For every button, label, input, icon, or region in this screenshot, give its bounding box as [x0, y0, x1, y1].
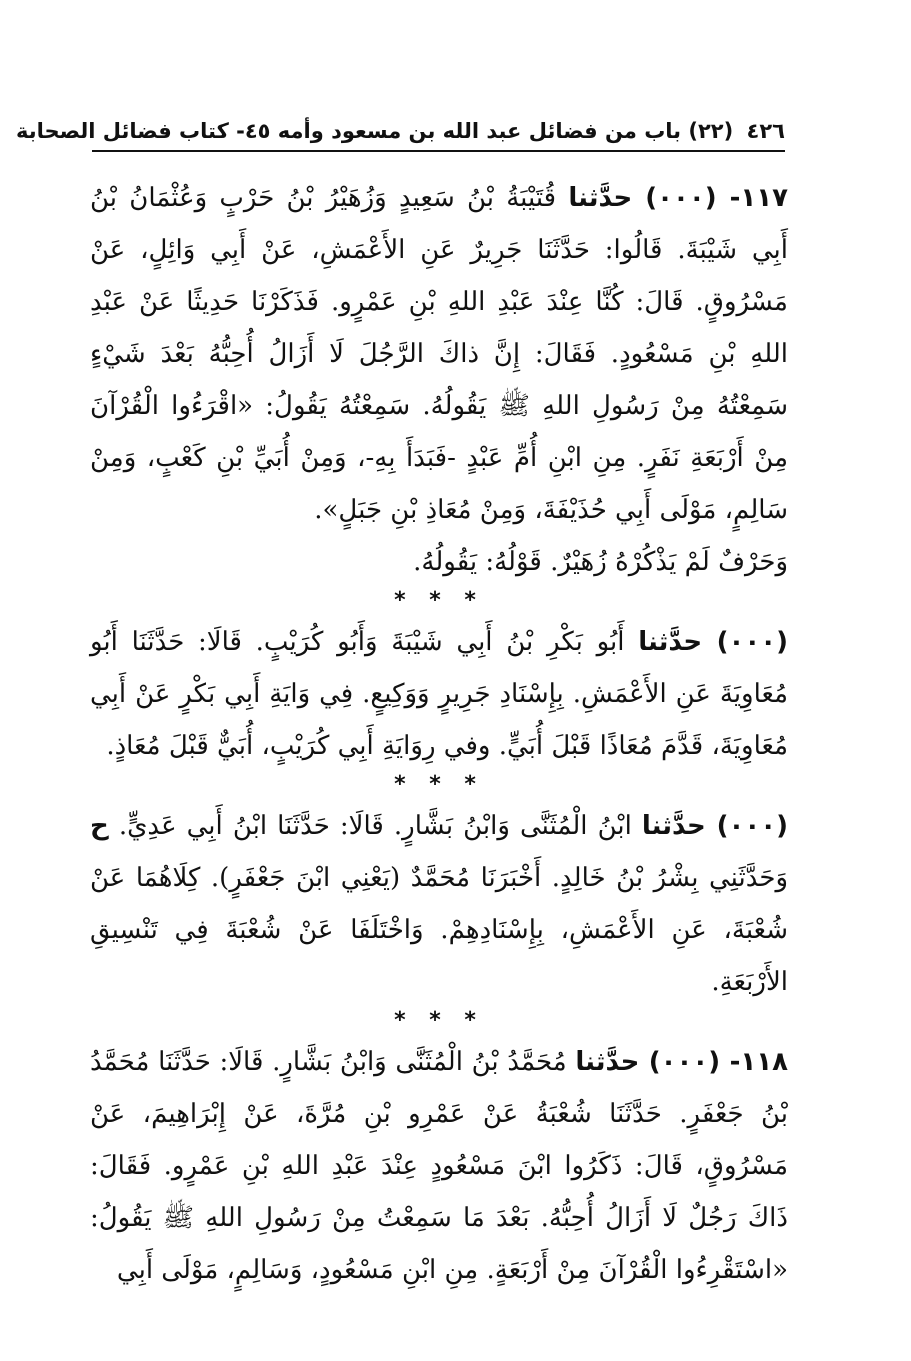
- chain-switch-mark: ح: [90, 811, 109, 841]
- page-number: ٤٢٦: [746, 119, 785, 143]
- hadith-paragraph: [90, 800, 788, 1008]
- hadith-note: [90, 536, 788, 588]
- hadith-text: أَبُو بَكْرِ بْنُ أَبِي شَيْبَةَ وَأَبُو كُرَيْبٍ. قَالَا: حَدَّثَنَا أَبُو مُعَاوِيَةَ عَنِ الأَعْمَشِ. بِإِسْنَادِ جَرِيرٍ وَوَكِيعٍ. فِي وَايَةِ أَبِي بَكْرٍ عَنْ أَبِي مُعَاوِيَةَ، قَدَّمَ مُعَاذًا قَبْلَ أُبَيٍّ. وفي رِوَايَةِ أَبِي كُرَيْبٍ، أُبَيٌّ قَبْلَ مُعَاذٍ.: [90, 627, 788, 761]
- section-separator: * * *: [394, 772, 484, 797]
- section-separator: * * *: [394, 588, 484, 613]
- hadith-number: ١١٧- (٠٠٠) حدَّثنا: [568, 183, 788, 213]
- hadith-number: ١١٨- (٠٠٠) حدَّثنا: [575, 1047, 789, 1077]
- running-title: (٢٢) باب من فضائل عبد الله بن مسعود وأمه ٤٥- كتاب فضائل الصحابة: [16, 119, 734, 143]
- hadith-body: [90, 172, 788, 1296]
- page-header: [16, 112, 785, 152]
- hadith-text: ابْنُ الْمُثَنَّى وَابْنُ بَشَّارٍ. قَالَا: حَدَّثَنَا ابْنُ أَبِي عَدِيٍّ.: [118, 811, 632, 841]
- note-text: وَحَرْفٌ لَمْ يَذْكُرْهُ زُهَيْرٌ. قَوْلُهُ: يَقُولُهُ.: [413, 547, 788, 577]
- hadith-paragraph: [90, 1036, 788, 1296]
- hadith-number: (٠٠٠) حدَّثنا: [638, 627, 789, 657]
- hadith-paragraph: [90, 172, 788, 536]
- hadith-paragraph: [90, 616, 788, 772]
- section-separator: * * *: [394, 1008, 484, 1033]
- hadith-text-continued: وَحَدَّثَنِي بِشْرُ بْنُ خَالِدٍ. أَخْبَرَنَا مُحَمَّدٌ (يَعْنِي ابْنَ جَعْفَرٍ). كِلَاهُمَا عَنْ شُعْبَةَ، عَنِ الأَعْمَشِ، بِإِسْنَادِهِمْ. وَاخْتَلَفَا عَنْ شُعْبَةَ فِي تَنْسِيقِ الأَرْبَعَةِ.: [90, 863, 788, 997]
- hadith-text: مُحَمَّدُ بْنُ الْمُثَنَّى وَابْنُ بَشَّارٍ. قَالَا: حَدَّثَنَا مُحَمَّدُ بْنُ جَعْفَرٍ. حَدَّثَنَا شُعْبَةُ عَنْ عَمْرِو بْنِ مُرَّةَ، عَنْ إِبْرَاهِيمَ، عَنْ مَسْرُوقٍ، قَالَ: ذَكَرُوا ابْنَ مَسْعُودٍ عِنْدَ عَبْدِ اللهِ بْنِ عَمْرٍو. فَقَالَ: ذَاكَ رَجُلٌ لَا أَزَالُ أُحِبُّهُ. بَعْدَ مَا سَمِعْتُ مِنْ رَسُولِ اللهِ ﷺ يَقُولُ: «اسْتَقْرِءُوا الْقُرْآنَ مِنْ أَرْبَعَةٍ. مِنِ ابْنِ مَسْعُودٍ، وَسَالِمٍ، مَوْلَى أَبِي: [90, 1047, 788, 1285]
- hadith-text: قُتَيْبَةُ بْنُ سَعِيدٍ وَزُهَيْرُ بْنُ حَرْبٍ وَعُثْمَانُ بْنُ أَبِي شَيْبَةَ. قَالُوا: حَدَّثَنَا جَرِيرٌ عَنِ الأَعْمَشِ، عَنْ أَبِي وَائِلٍ، عَنْ مَسْرُوقٍ. قَالَ: كُنَّا عِنْدَ عَبْدِ اللهِ بْنِ عَمْرٍو. فَذَكَرْنَا حَدِيثًا عَنْ عَبْدِ اللهِ بْنِ مَسْعُودٍ. فَقَالَ: إِنَّ ذاكَ الرَّجُلَ لَا أَزَالُ أُحِبُّهُ بَعْدَ شَيْءٍ سَمِعْتُهُ مِنْ رَسُولِ اللهِ ﷺ يَقُولُهُ. سَمِعْتُهُ يَقُولُ: «اقْرَءُوا الْقُرْآنَ مِنْ أَرْبَعَةِ نَفَرٍ. مِنِ ابْنِ أُمِّ عَبْدٍ -فَبَدَأَ بِهِ-، وَمِنْ أُبَيِّ بْنِ كَعْبٍ، وَمِنْ سَالِمٍ، مَوْلَى أَبِي حُذَيْفَةَ، وَمِنْ مُعَاذِ بْنِ جَبَلٍ».: [90, 183, 788, 525]
- hadith-number: (٠٠٠) حدَّثنا: [641, 811, 789, 841]
